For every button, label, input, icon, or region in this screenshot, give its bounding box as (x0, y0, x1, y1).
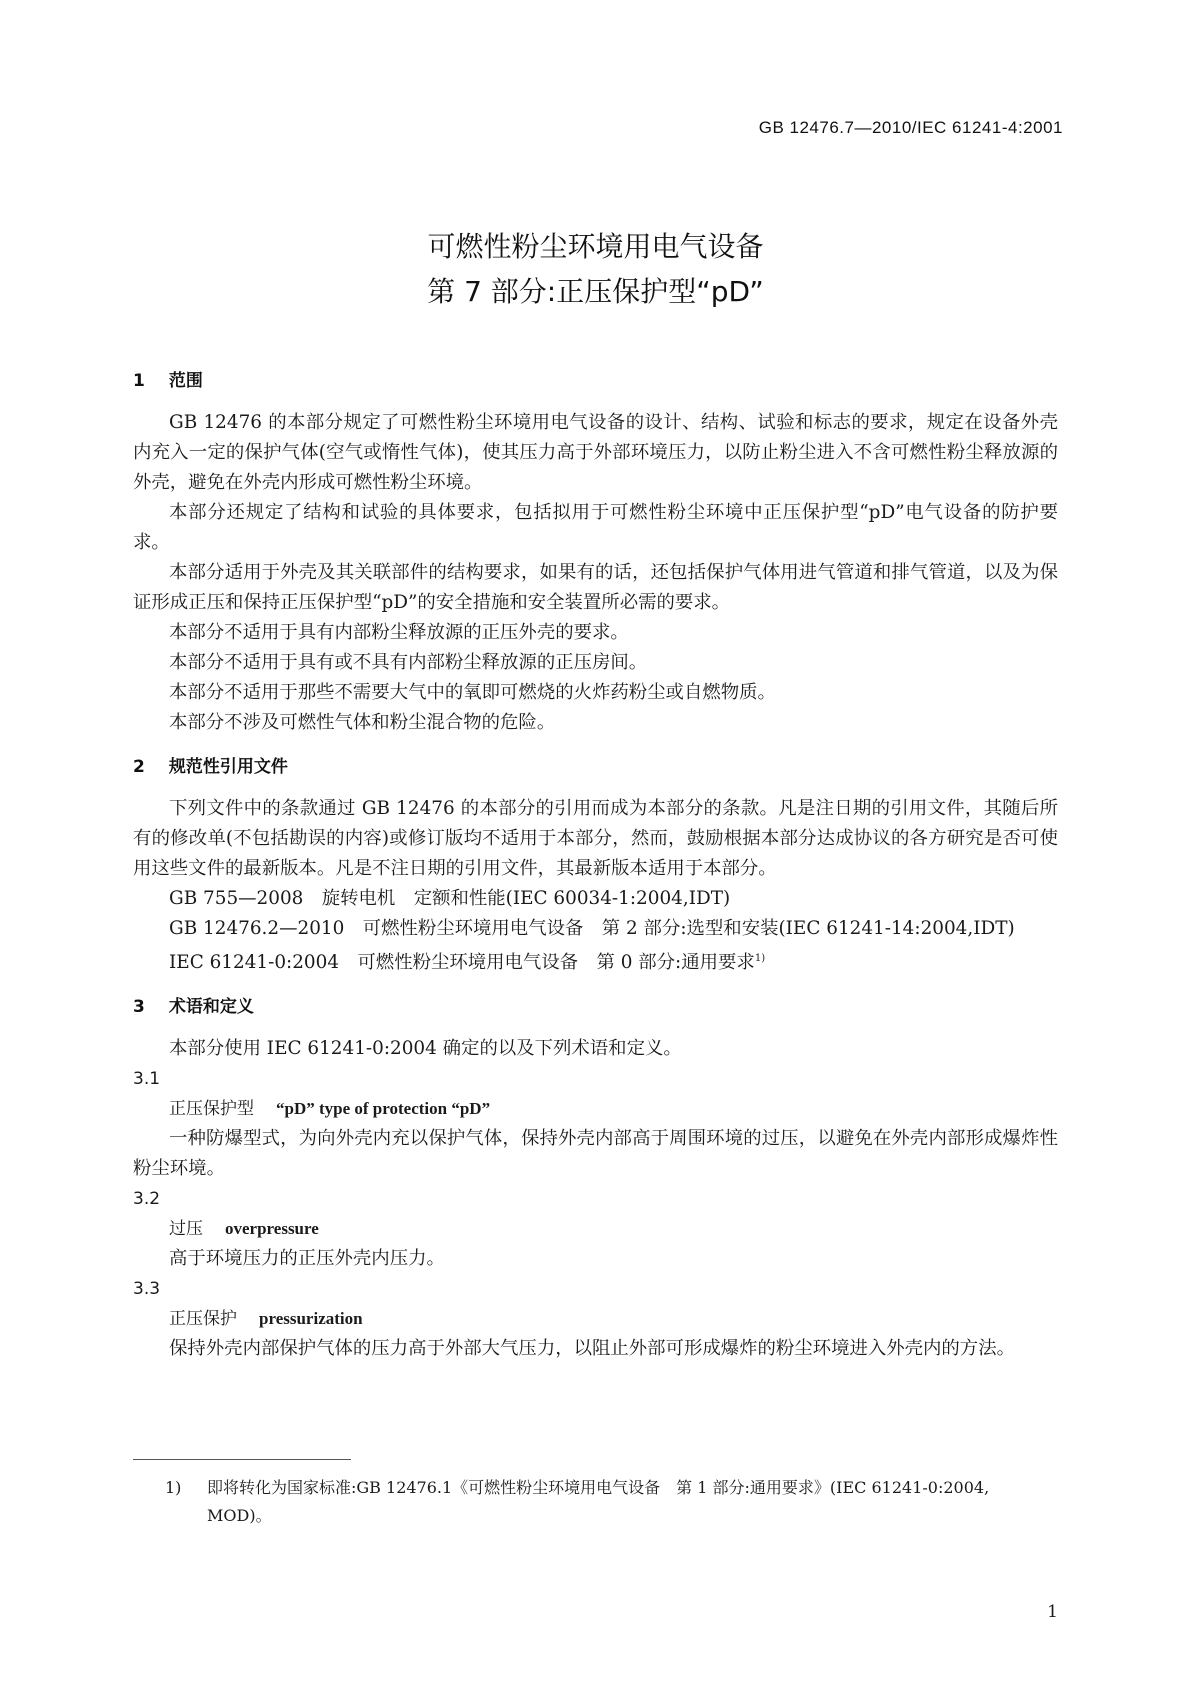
term-definition: 高于环境压力的正压外壳内压力。 (169, 1248, 445, 1270)
title-line-2: 第 7 部分:正压保护型“pD” (427, 275, 764, 308)
term-title (133, 1304, 1058, 1334)
document-title (0, 224, 1191, 314)
section-number: 2 (133, 757, 145, 777)
paragraph: 本部分不适用于具有内部粉尘释放源的正压外壳的要求。 (169, 622, 629, 643)
section-number: 1 (133, 371, 145, 391)
footnote-divider (133, 1459, 351, 1460)
paragraph: GB 12476 的本部分规定了可燃性粉尘环境用电气设备的设计、结构、试验和标志的要求，规定在设备外壳内充入一定的保护气体(空气或惰性气体)，使其压力高于外部环境压力，以防止粉尘进入不含可燃性粉尘释放源的外壳，避免在外壳内形成可燃性粉尘环境。 (133, 412, 1058, 493)
term-zh: 正压保护型 (169, 1099, 254, 1120)
paragraph: 本部分使用 IEC 61241-0:2004 确定的以及下列术语和定义。 (169, 1038, 682, 1060)
footnote-text: 即将转化为国家标准:GB 12476.1《可燃性粉尘环境用电气设备 第 1 部分:通用要求》(IEC 61241-0:2004, (207, 1478, 990, 1497)
section-1-heading (133, 366, 1058, 396)
paragraph: 本部分不适用于那些不需要大气中的氧即可燃烧的火炸药粉尘或自燃物质。 (169, 682, 776, 703)
document-body (133, 366, 1058, 1364)
reference-item: GB 12476.2—2010 可燃性粉尘环境用电气设备 第 2 部分:选型和安装(IEC 61241-14:2004,IDT) (169, 918, 1015, 939)
term-title (133, 1214, 1058, 1244)
section-title: 规范性引用文件 (168, 757, 288, 777)
paragraph: 本部分还规定了结构和试验的具体要求，包括拟用于可燃性粉尘环境中正压保护型“pD”电气设备的防护要求。 (133, 502, 1058, 553)
paragraph: 本部分不涉及可燃性气体和粉尘混合物的危险。 (169, 712, 556, 733)
term-en: pressurization (259, 1309, 363, 1329)
paragraph: 本部分适用于外壳及其关联部件的结构要求，如果有的话，还包括保护气体用进气管道和排气管道，以及为保证形成正压和保持正压保护型“pD”的安全措施和安全装置所必需的要求。 (133, 562, 1058, 613)
term-en: “pD” type of protection “pD” (276, 1099, 491, 1119)
footnote-mark: 1) (165, 1478, 182, 1497)
footnote-text-continued: MOD)。 (207, 1506, 272, 1525)
paragraph: 本部分不适用于具有或不具有内部粉尘释放源的正压房间。 (169, 652, 648, 673)
term-title (133, 1094, 1058, 1124)
standard-code: GB 12476.7—2010/IEC 61241-4:2001 (758, 118, 1063, 137)
term-number: 3.2 (133, 1189, 161, 1210)
footnote-ref: 1) (754, 953, 766, 964)
title-line-1: 可燃性粉尘环境用电气设备 (427, 230, 764, 263)
term-number: 3.3 (133, 1279, 161, 1300)
term-number: 3.1 (133, 1069, 161, 1090)
section-title: 术语和定义 (168, 997, 254, 1018)
section-title: 范围 (168, 371, 203, 391)
term-definition: 保持外壳内部保护气体的压力高于外部大气压力，以阻止外部可形成爆炸的粉尘环境进入外壳内的方法。 (169, 1338, 1015, 1360)
reference-text: IEC 61241-0:2004 可燃性粉尘环境用电气设备 第 0 部分:通用要求 (169, 952, 755, 974)
section-number: 3 (133, 997, 145, 1018)
reference-item: GB 755—2008 旋转电机 定额和性能(IEC 60034-1:2004,IDT) (169, 888, 731, 909)
reference-item (133, 944, 1058, 978)
term-zh: 过压 (169, 1219, 203, 1240)
page-number: 1 (1047, 1602, 1058, 1622)
section-3-heading (133, 992, 1058, 1022)
paragraph: 下列文件中的条款通过 GB 12476 的本部分的引用而成为本部分的条款。凡是注日期的引用文件，其随后所有的修改单(不包括勘误的内容)或修订版均不适用于本部分，然而，鼓励根据本部分达成协议的各方研究是否可使用这些文件的最新版本。凡是不注日期的引用文件，其最新版本适用于本部分。 (133, 798, 1058, 879)
term-zh: 正压保护 (169, 1309, 237, 1330)
term-definition: 一种防爆型式，为向外壳内充以保护气体，保持外壳内部高于周围环境的过压，以避免在外壳内部形成爆炸性粉尘环境。 (133, 1128, 1058, 1180)
footnote (133, 1474, 1058, 1530)
term-en: overpressure (225, 1219, 319, 1239)
section-2-heading (133, 752, 1058, 782)
